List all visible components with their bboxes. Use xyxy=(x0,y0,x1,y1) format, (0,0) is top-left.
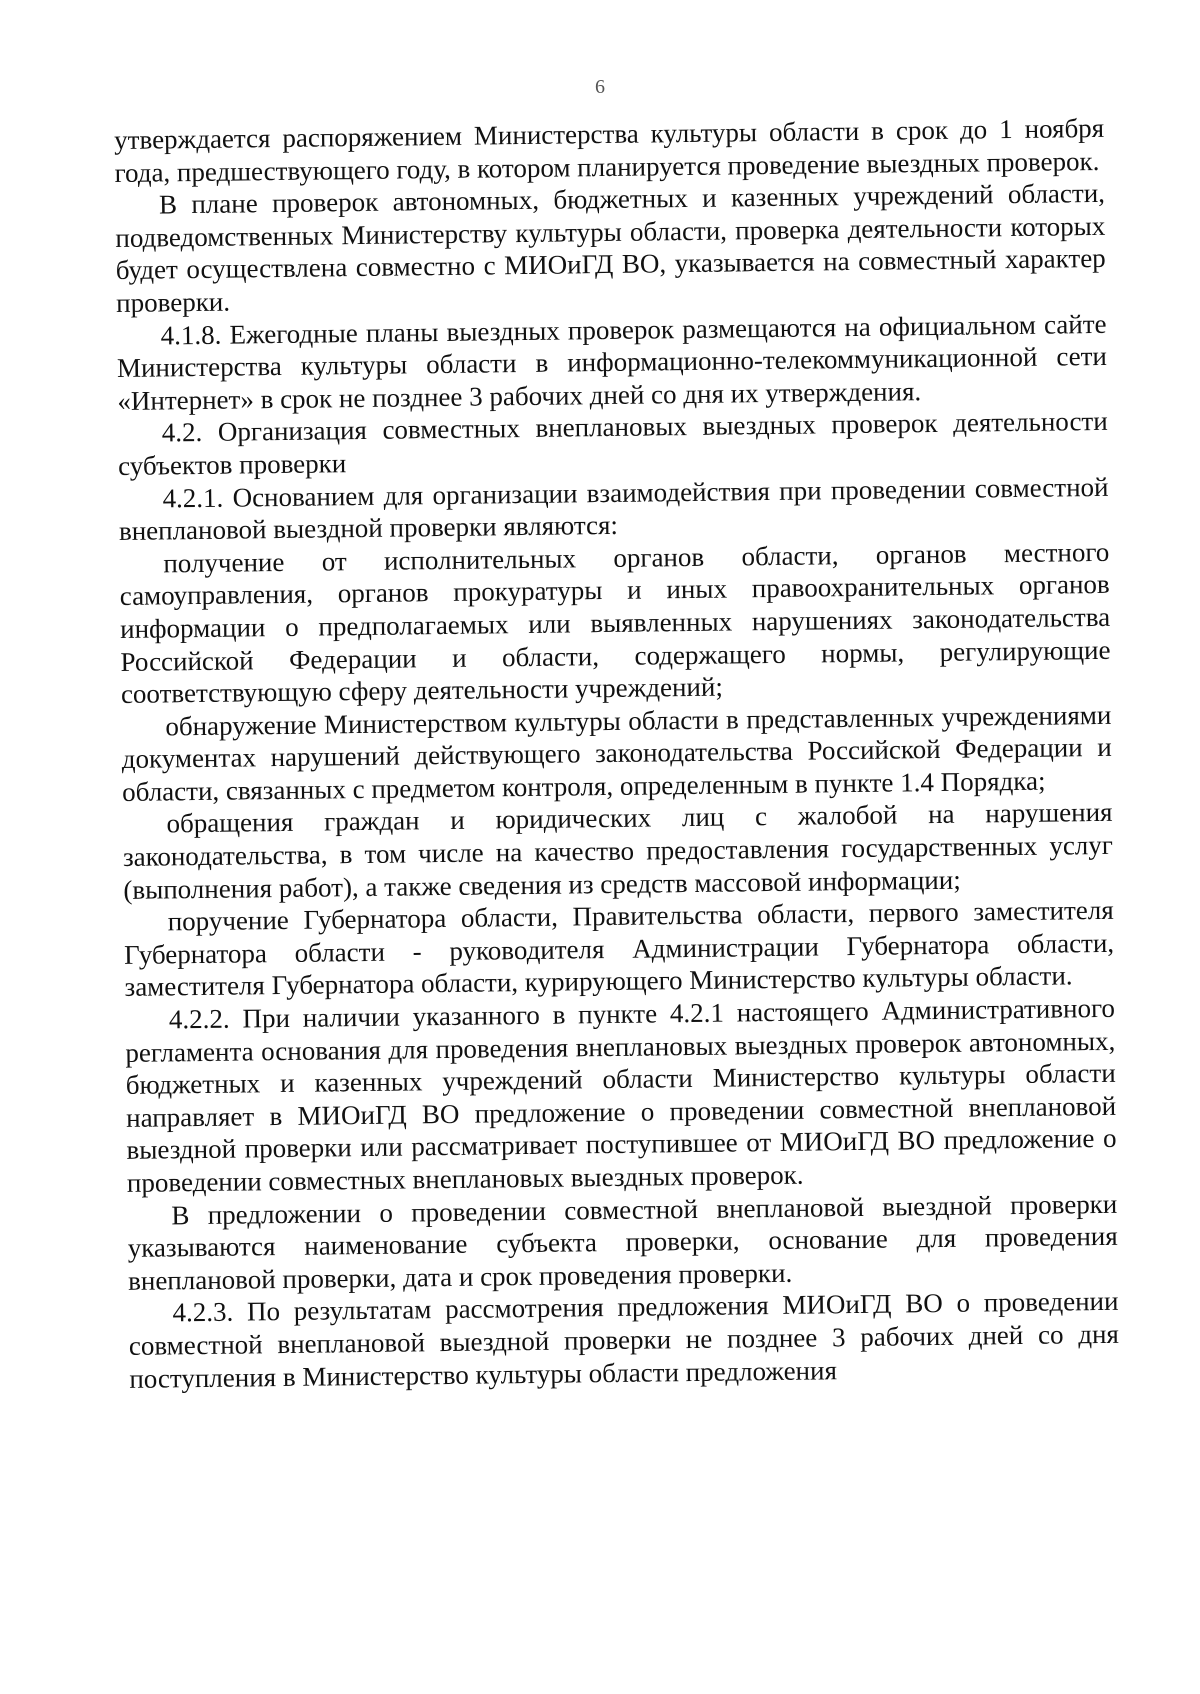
page-number: 6 xyxy=(595,76,605,98)
list-item-appeals: обращения граждан и юридических лиц с жалобой на нарушения законодательства, в том числе на качество предоставления государственных услуг (выполнения работ), а также сведения из средств массовой информации; xyxy=(122,797,1114,905)
paragraph-proposal-contents: В предложении о проведении совместной внеплановой выездной проверки указываются наименование субъекта проверки, основание для проведения внеплановой проверки, дата и срок проведения проверки. xyxy=(127,1188,1118,1296)
section-heading-4-2: 4.2. Организация совместных внеплановых выездных проверок деятельности субъектов проверки xyxy=(117,406,1108,481)
list-item-information: получение от исполнительных органов области, органов местного самоуправления, органов прокуратуры и иных правоохранительных органов информации о предполагаемых или выявленных нарушениях законодательства Российской Федерации и области, содержащего нормы, регулирующие соответствующую сферу деятельности учреждений; xyxy=(119,536,1111,710)
paragraph-4-2-1: 4.2.1. Основанием для организации взаимодействия при проведении совместной внеплановой выездной проверки являются: xyxy=(118,471,1109,547)
list-item-detection: обнаружение Министерством культуры области в представленных учреждениями документах нарушений действующего законодательства Российской Федерации и области, связанных с предметом контроля, определенным в пункте 1.4 Порядка; xyxy=(121,699,1112,807)
list-item-instruction: поручение Губернатора области, Правительства области, первого заместителя Губернатора области - руководителя Администрации Губернатора области, заместителя Губернатора области, курирующего Министерство культуры области. xyxy=(123,895,1115,1003)
paragraph-4-2-2: 4.2.2. При наличии указанного в пункте 4.2.1 настоящего Административного регламента основания для проведения внеплановых выездных проверок автономных, бюджетных и казенных учреждений области Министерство культуры области направляет в МИОиГД ВО предложение о проведении совместной внеплановой выездной проверки или рассматривает поступившее от МИОиГД ВО предложение о проведении совместных внеплановых выездных проверок. xyxy=(125,992,1117,1198)
document-body xyxy=(114,112,1119,1395)
paragraph-2: В плане проверок автономных, бюджетных и казенных учреждений области, подведомственных Министерству культуры области, проверка деятельности которых будет осуществлена совместно с МИОиГД ВО, указывается на совместный характер проверки. xyxy=(115,178,1106,318)
paragraph-4-2-3: 4.2.3. По результатам рассмотрения предложения МИОиГД ВО о проведении совместной внеплановой выездной проверки не позднее 3 рабочих дней со дня поступления в Министерство культуры области предложения xyxy=(128,1286,1120,1394)
paragraph-1: утверждается распоряжением Министерства культуры области в срок до 1 ноября года, предшествующего году, в котором планируется проведение выездных проверок. xyxy=(114,112,1105,188)
paragraph-4-1-8: 4.1.8. Ежегодные планы выездных проверок размещаются на официальном сайте Министерства культуры области в информационно-телекоммуникационной сети «Интернет» в срок не позднее 3 рабочих дней со дня их утверждения. xyxy=(116,308,1108,416)
